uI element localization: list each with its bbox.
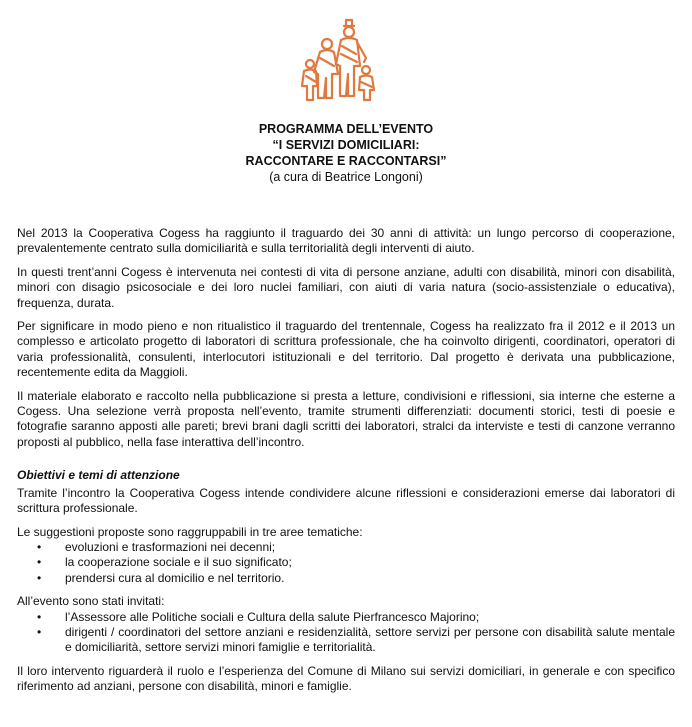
- list-item: • evoluzioni e trasformazioni nei decenni;: [37, 540, 675, 555]
- list-item: • la cooperazione sociale e il suo significato;: [37, 555, 675, 570]
- title-line-3: RACCONTARE E RACCONTARSI”: [245, 154, 447, 168]
- section-paragraph: Tramite l’incontro la Cooperativa Cogess intende condividere alcune riflessioni e considerazioni emerse dai laboratori di scrittura professionale.: [17, 485, 675, 516]
- family-figures-icon: [294, 14, 382, 104]
- intro-paragraph: Per significare in modo pieno e non ritualistico il traguardo del trentennale, Cogess ha realizzato fra il 2012 e il 2013 un complesso e articolato progetto di laboratori di scrittura professionale, che ha coinvolto dirigenti, coordinatori, operatori di varia professionalità, consulenti, interlocutori istituzionali e del territorio. Dal progetto è derivata una pubblicazione, recentemente edita da Maggioli.: [17, 319, 675, 380]
- list-item: • l’Assessore alle Politiche sociali e Cultura della salute Pierfrancesco Majorino;: [37, 610, 675, 625]
- themes-list: [17, 540, 675, 586]
- event-title-block: [0, 121, 692, 185]
- section-heading: Obiettivi e temi di attenzione: [17, 468, 180, 483]
- list-item: • dirigenti / coordinatori del settore anziani e residenzialità, settore servizi per persone con disabilità salute mentale e domiciliarità, settore servizi minori famiglie e territorialità.: [37, 625, 675, 656]
- document-body: [17, 226, 675, 695]
- list-item: • prendersi cura al domicilio e nel territorio.: [37, 571, 675, 586]
- title-line-2: “I SERVIZI DOMICILIARI:: [272, 138, 420, 152]
- intro-paragraph: In questi trent’anni Cogess è intervenuta nei contesti di vita di persone anziane, adulti con disabilità, minori con disabilità, minori con disagio psicosociale e dei loro nuclei familiari, con aiuti di varia natura (socio-assistenziale o educativa), frequenza, durata.: [17, 264, 675, 310]
- intro-paragraph: Il materiale elaborato e raccolto nella pubblicazione si presta a letture, condivisioni e riflessioni, sia interne che esterne a Cogess. Una selezione verrà proposta nell’evento, tramite strumenti differenziati: documenti storici, testi di poesie e fotografie saranno apposti alle pareti; brevi brani dagli scritti dei laboratori, stralci da interviste e testi di canzone verranno proposti al pubblico, nella fase interattiva dell’incontro.: [17, 388, 675, 449]
- title-subtitle: (a cura di Beatrice Longoni): [269, 170, 423, 184]
- title-line-1: PROGRAMMA DELL’EVENTO: [258, 122, 434, 136]
- family-figures-logo: [294, 14, 382, 104]
- section-paragraph: All’evento sono stati invitati:: [17, 594, 165, 609]
- intro-paragraph: Nel 2013 la Cooperativa Cogess ha raggiunto il traguardo dei 30 anni di attività: un lungo percorso di cooperazione, prevalentemente centrato sulla domiciliarità e sulla territorialità degli interventi di aiuto.: [17, 226, 675, 256]
- section-paragraph: Il loro intervento riguarderà il ruolo e l’esperienza del Comune di Milano sui servizi domiciliari, in generale e con specifico riferimento ad anziani, persone con disabilità, minori e famiglie.: [17, 663, 675, 694]
- section-paragraph: Le suggestioni proposte sono raggruppabili in tre aree tematiche:: [17, 524, 363, 539]
- guests-list: [17, 610, 675, 656]
